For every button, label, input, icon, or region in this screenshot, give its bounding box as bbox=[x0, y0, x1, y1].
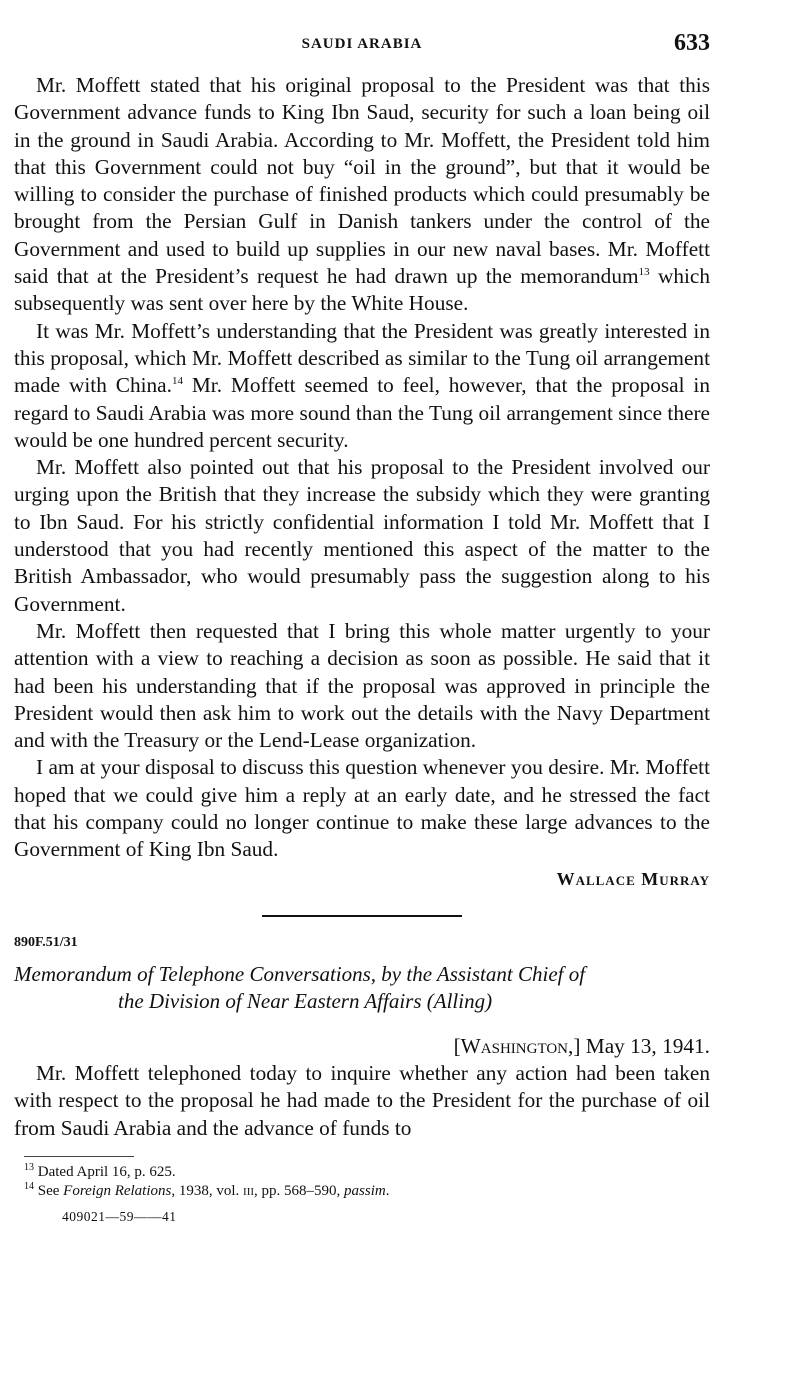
document-title bbox=[14, 961, 710, 1015]
footnotes bbox=[14, 1156, 710, 1226]
section-divider bbox=[262, 915, 462, 917]
file-number: 890F.51/31 bbox=[14, 934, 78, 950]
page-number: 633 bbox=[674, 30, 710, 56]
footnote-ref-13: 13 bbox=[638, 265, 650, 278]
footnote-14: $^{14}$ See Foreign Relations, 1938, vol. iii, pp. 568–590, passim. bbox=[24, 1180, 390, 1199]
paragraph-2: It was Mr. Moffett’s understanding that the President was greatly interested in this proposal, which Mr. Moffett described as similar to the Tung oil arrangement made with China.$^{14}$ Mr. Moffett seemed to feel, however, that the proposal in regard to Saudi Arabia was more sound than the Tung oil arrangement since there would be one hundred percent security. bbox=[14, 318, 710, 452]
footnote-rule bbox=[24, 1156, 134, 1157]
page-header bbox=[14, 30, 710, 72]
document-page bbox=[14, 30, 710, 1226]
second-memorandum-body bbox=[14, 1060, 710, 1142]
signature: Wallace Murray bbox=[556, 868, 710, 889]
running-head: SAUDI ARABIA bbox=[301, 36, 423, 52]
footnote-13: $^{13}$ Dated April 16, p. 625. bbox=[24, 1161, 176, 1180]
dateline-place: [Washington,] bbox=[453, 1033, 581, 1058]
paragraph-1: Mr. Moffett stated that his original proposal to the President was that this Government advance funds to King Ibn Saud, security for such a loan being oil in the ground in Saudi Arabia. According to Mr. Moffett, the President told him that this Government could not buy “oil in the ground”, but that it would be willing to consider the purchase of finished products which could presumably be brought from the Persian Gulf in Danish tankers under the control of the Government and used to build up supplies in our new naval bases. Mr. Moffett said that at the President’s request he had drawn up the memorandum$^{13}$ which subsequently was sent over here by the White House. bbox=[14, 73, 710, 316]
paragraph-5: I am at your disposal to discuss this question whenever you desire. Mr. Moffett hoped that we could give him a reply at an early date, and he stressed the fact that his company could no longer continue to make these large advances to the Government of King Ibn Saud. bbox=[14, 755, 710, 862]
footnote-ref-14: 14 bbox=[171, 375, 183, 388]
second-paragraph-1: Mr. Moffett telephoned today to inquire whether any action had been taken with respect to the proposal he had made to the President for the purchase of oil from Saudi Arabia and the advance of funds to bbox=[14, 1060, 710, 1140]
dateline-date: May 13, 1941. bbox=[580, 1033, 710, 1058]
document-title-line-2: the Division of Near Eastern Affairs (Alling) bbox=[118, 988, 493, 1013]
dateline bbox=[14, 1033, 710, 1060]
paragraph-3: Mr. Moffett also pointed out that his proposal to the President involved our urging upon the British that they increase the subsidy which they were granting to Ibn Saud. For his strictly confidential information I told Mr. Moffett that I understood that you had recently mentioned this aspect of the matter to the British Ambassador, who would presumably pass the suggestion along to his Government. bbox=[14, 455, 710, 616]
document-title-line-1: Memorandum of Telephone Conversations, by the Assistant Chief of bbox=[14, 961, 586, 986]
print-code: 409021—59——41 bbox=[62, 1208, 177, 1224]
memorandum-body bbox=[14, 72, 710, 893]
paragraph-4: Mr. Moffett then requested that I bring this whole matter urgently to your attention with a view to reaching a decision as soon as possible. He said that it had been his understanding that if the proposal was approved in principle the President would then ask him to work out the details with the Navy Department and with the Treasury or the Lend-Lease organization. bbox=[14, 618, 710, 753]
